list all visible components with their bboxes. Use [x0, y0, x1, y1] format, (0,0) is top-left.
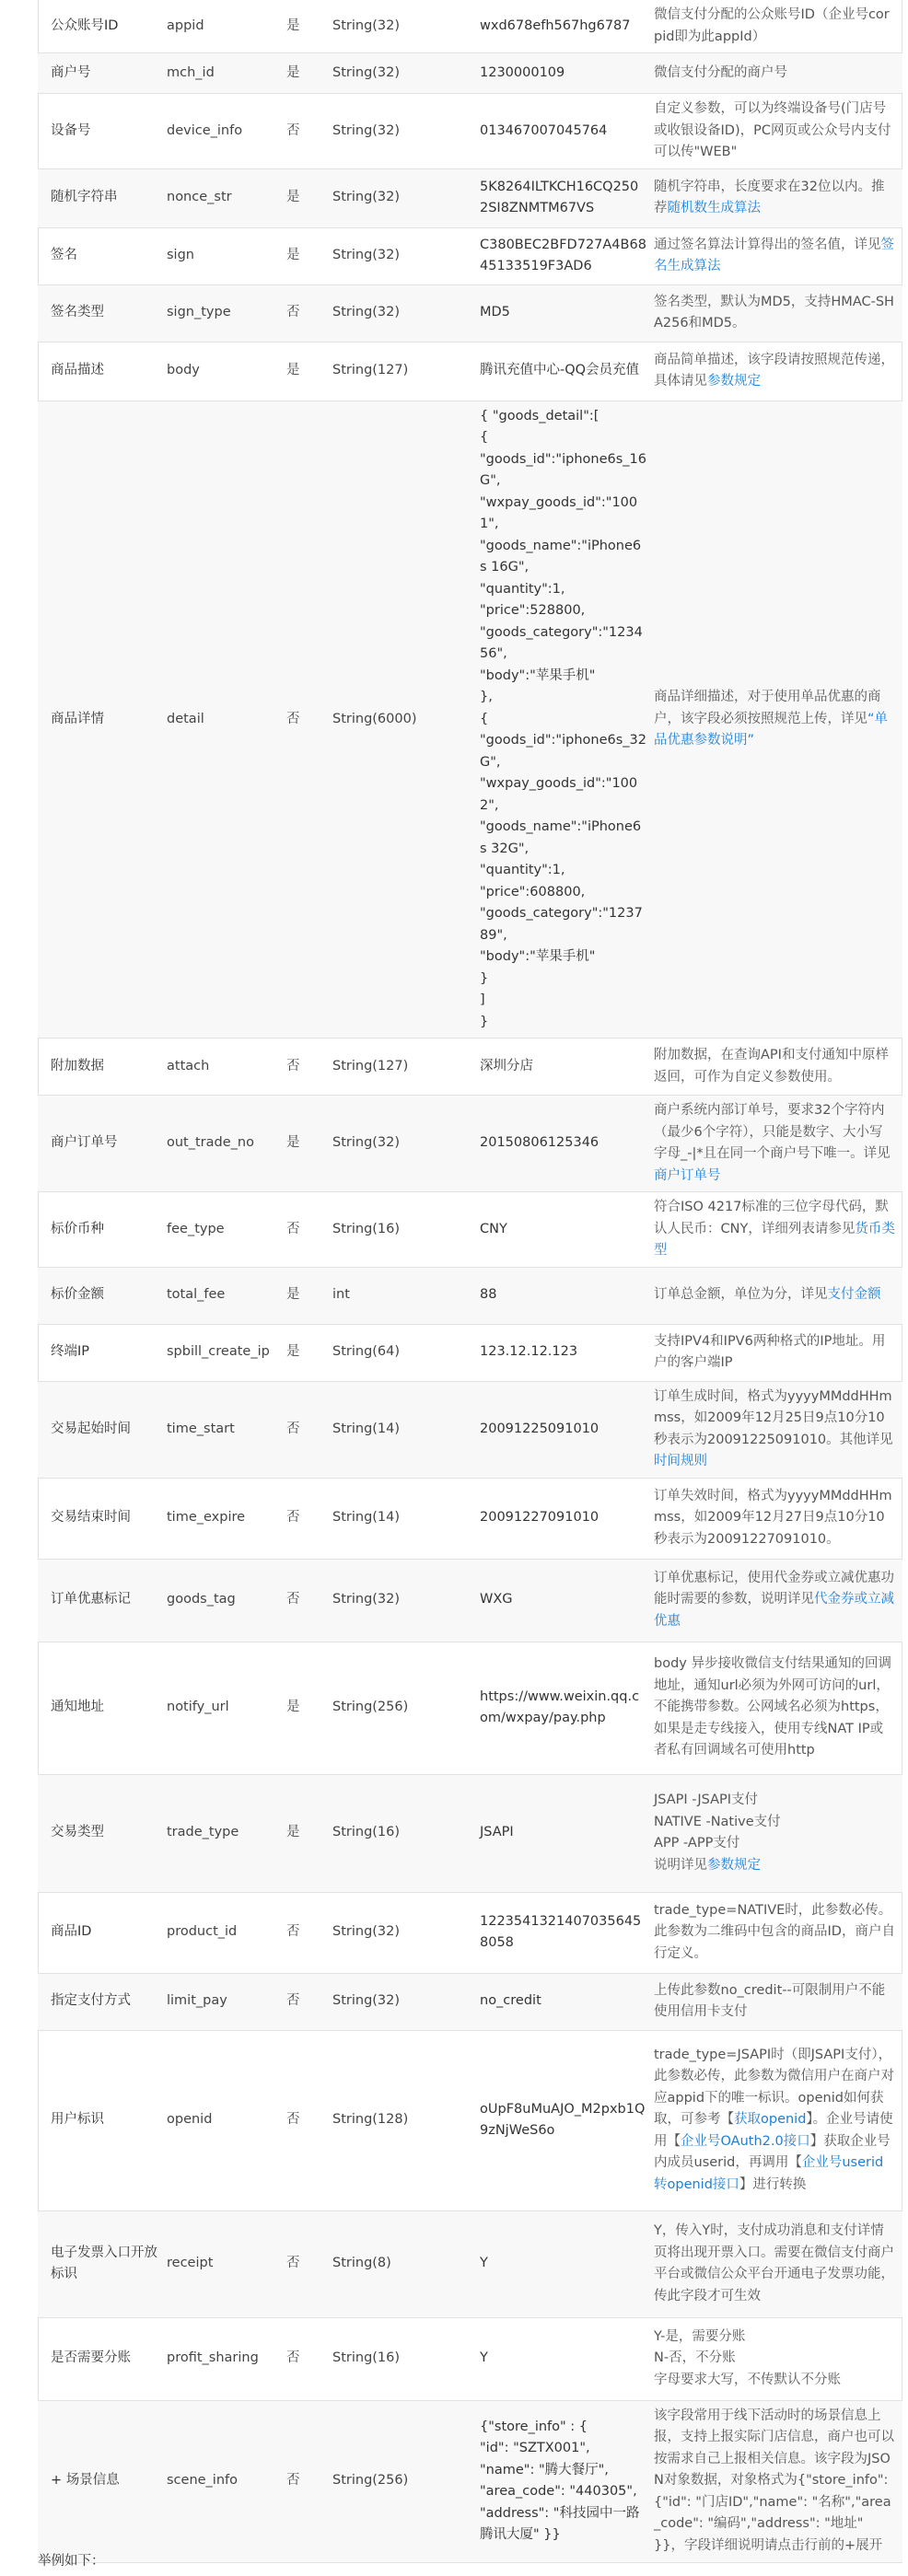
table-row [38, 1642, 902, 1774]
table-row [38, 53, 902, 94]
desc-text: 微信支付分配的商户号 [654, 64, 787, 80]
table-row [38, 400, 902, 1039]
table-row [38, 284, 902, 342]
param-field: scene_info [167, 2400, 286, 2562]
param-name: 商品ID [38, 1892, 167, 1973]
example-intro: 举例如下： [38, 2554, 105, 2569]
param-name: 交易类型 [38, 1774, 167, 1892]
desc-text: 订单总金额，单位为分，详见 [654, 1287, 828, 1303]
param-field: profit_sharing [167, 2317, 286, 2400]
param-field: out_trade_no [167, 1096, 286, 1192]
param-name: 公众账号ID [38, 0, 167, 53]
param-example: Y [480, 2210, 654, 2317]
param-field: sign_type [167, 284, 286, 342]
param-field: limit_pay [167, 1973, 286, 2030]
param-field: time_expire [167, 1478, 286, 1559]
desc-text: 该字段常用于线下活动时的场景信息上报，支持上报实际门店信息，商户也可以按需求自己上报相关信息。该字段为JSON对象数据，对象格式为{"store_info":{"id": "门店ID","name": "名称","area_code": "编码","address": "地址" }}，字段详细说明请点击行前的+展开 [654, 2408, 894, 2553]
param-description [654, 2030, 902, 2210]
request-params-table [38, 0, 902, 2563]
param-field: receipt [167, 2210, 286, 2317]
table-row [38, 2400, 902, 2562]
doc-link[interactable]: 获取openid [734, 2112, 807, 2128]
table-row [38, 2030, 902, 2210]
param-example: 013467007045764 [480, 94, 654, 169]
param-type: int [332, 1267, 480, 1324]
param-name: 电子发票入口开放标识 [38, 2210, 167, 2317]
param-field: body [167, 342, 286, 400]
param-description [654, 168, 902, 227]
param-name: 是否需要分账 [38, 2317, 167, 2400]
desc-text: 商品详细描述，对于使用单品优惠的商户，该字段必须按照规范上传，详见 [654, 690, 881, 726]
param-example: https://www.weixin.qq.com/wxpay/pay.php [480, 1642, 654, 1774]
param-required: 否 [286, 1192, 332, 1268]
param-type: String(127) [332, 342, 480, 400]
param-type: String(32) [332, 0, 480, 53]
param-name: 标价币种 [38, 1192, 167, 1268]
desc-text: 随机字符串，长度要求在32位以内。推荐 [654, 179, 885, 215]
table-row [38, 1039, 902, 1096]
param-field: openid [167, 2030, 286, 2210]
param-example: { "goods_detail":[ { "goods_id":"iphone6s_16G", "wxpay_goods_id":"1001", "goods_name":"iPhone6s 16G", "quantity":1, "price":528800, "goods_category":"123456", "body":"苹果手机" }, { "goods_id":"iphone6s_32G", "wxpay_goods_id":"1002", "goods_name":"iPhone6s 32G", "quantity":1, "price":608800, "goods_category":"123789", "body":"苹果手机" } ] } [480, 400, 654, 1039]
param-type: String(32) [332, 227, 480, 284]
param-example: CNY [480, 1192, 654, 1268]
param-description [654, 1774, 902, 1892]
param-type: String(32) [332, 168, 480, 227]
param-field: appid [167, 0, 286, 53]
param-description [654, 1381, 902, 1478]
param-description [654, 2317, 902, 2400]
param-description [654, 1192, 902, 1268]
doc-link[interactable]: 随机数生成算法 [667, 201, 761, 215]
param-required: 是 [286, 1774, 332, 1892]
param-field: trade_type [167, 1774, 286, 1892]
param-required: 是 [286, 342, 332, 400]
doc-link[interactable]: 支付金额 [827, 1287, 881, 1303]
param-required: 否 [286, 1973, 332, 2030]
param-required: 否 [286, 94, 332, 169]
param-name: 随机字符串 [38, 168, 167, 227]
param-required: 否 [286, 1039, 332, 1096]
param-description [654, 400, 902, 1039]
doc-link[interactable]: 参数规定 [707, 374, 761, 389]
param-description [654, 1267, 902, 1324]
table-row [38, 1267, 902, 1324]
param-field: device_info [167, 94, 286, 169]
desc-text: Y，传入Y时，支付成功消息和支付详情页将出现开票入口。需要在微信支付商户平台或微信公众平台开通电子发票功能，传此字段才可生效 [654, 2223, 894, 2303]
param-example: 20091227091010 [480, 1478, 654, 1559]
param-type: String(16) [332, 2317, 480, 2400]
param-example: 1230000109 [480, 53, 654, 94]
param-type: String(14) [332, 1478, 480, 1559]
param-example: 88 [480, 1267, 654, 1324]
doc-link[interactable]: 代金券或立减优惠 [654, 1592, 894, 1629]
param-type: String(32) [332, 1096, 480, 1192]
param-name: + 场景信息 [38, 2400, 167, 2562]
param-example: oUpF8uMuAJO_M2pxb1Q9zNjWeS6o [480, 2030, 654, 2210]
table-row [38, 168, 902, 227]
table-row [38, 1381, 902, 1478]
doc-link[interactable]: 企业号OAuth2.0接口 [681, 2133, 810, 2149]
table-row [38, 1774, 902, 1892]
param-field: attach [167, 1039, 286, 1096]
param-example: no_credit [480, 1973, 654, 2030]
doc-link[interactable]: 企业号userid转openid接口 [654, 2155, 884, 2192]
param-required: 否 [286, 2400, 332, 2562]
param-name: 附加数据 [38, 1039, 167, 1096]
param-field: total_fee [167, 1267, 286, 1324]
table-row [38, 227, 902, 284]
param-required: 是 [286, 0, 332, 53]
param-type: String(16) [332, 1774, 480, 1892]
param-example: 腾讯充值中心-QQ会员充值 [480, 342, 654, 400]
desc-text: JSAPI -JSAPI支付 NATIVE -Native支付 APP -APP支付 说明详见 [654, 1793, 781, 1873]
param-description [654, 1892, 902, 1973]
desc-text: 附加数据，在查询API和支付通知中原样返回，可作为自定义参数使用。 [654, 1048, 889, 1085]
param-example: 5K8264ILTKCH16CQ2502SI8ZNMTM67VS [480, 168, 654, 227]
param-description [654, 1973, 902, 2030]
param-required: 否 [286, 1892, 332, 1973]
param-required: 否 [286, 400, 332, 1039]
desc-text: 符合ISO 4217标准的三位字母代码，默认人民币：CNY，详细列表请参见 [654, 1200, 889, 1236]
param-name: 商户订单号 [38, 1096, 167, 1192]
desc-text: 通过签名算法计算得出的签名值，详见 [654, 237, 881, 252]
param-name: 签名 [38, 227, 167, 284]
table-row [38, 2210, 902, 2317]
desc-text: 微信支付分配的公众账号ID（企业号corpid即为此appId） [654, 7, 890, 44]
param-type: String(256) [332, 2400, 480, 2562]
doc-link[interactable]: 参数规定 [707, 1857, 761, 1873]
param-description [654, 342, 902, 400]
param-description [654, 1478, 902, 1559]
param-required: 是 [286, 53, 332, 94]
doc-link[interactable]: 时间规则 [654, 1454, 707, 1468]
param-field: spbill_create_ip [167, 1324, 286, 1381]
param-field: fee_type [167, 1192, 286, 1268]
param-required: 是 [286, 1324, 332, 1381]
param-example: wxd678efh567hg6787 [480, 0, 654, 53]
param-description [654, 1039, 902, 1096]
desc-text: 签名类型，默认为MD5，支持HMAC-SHA256和MD5。 [654, 294, 894, 331]
param-required: 是 [286, 1096, 332, 1192]
param-name: 签名类型 [38, 284, 167, 342]
param-name: 通知地址 [38, 1642, 167, 1774]
desc-text: body 异步接收微信支付结果通知的回调地址，通知url必须为外网可访问的url，不能携带参数。公网域名必须为https，如果是走专线接入，使用专线NAT IP或者私有回调域名可使用http [654, 1656, 891, 1758]
param-example: WXG [480, 1559, 654, 1642]
param-example: C380BEC2BFD727A4B6845133519F3AD6 [480, 227, 654, 284]
param-type: String(127) [332, 1039, 480, 1096]
param-field: notify_url [167, 1642, 286, 1774]
table-row [38, 1892, 902, 1973]
param-required: 否 [286, 1559, 332, 1642]
table-row [38, 1096, 902, 1192]
desc-text: trade_type=NATIVE时，此参数必传。此参数为二维码中包含的商品ID，商户自行定义。 [654, 1902, 895, 1961]
param-description [654, 227, 902, 284]
param-type: String(64) [332, 1324, 480, 1381]
param-example: 深圳分店 [480, 1039, 654, 1096]
param-description [654, 1324, 902, 1381]
desc-text: 订单优惠标记，使用代金券或立减优惠功能时需要的参数，说明详见 [654, 1570, 894, 1607]
param-type: String(128) [332, 2030, 480, 2210]
param-description [654, 1096, 902, 1192]
param-field: sign [167, 227, 286, 284]
param-description [654, 1559, 902, 1642]
param-name: 终端IP [38, 1324, 167, 1381]
param-required: 是 [286, 227, 332, 284]
desc-text: trade_type=JSAPI时（即JSAPI支付），此参数必传，此参数为微信用户在商户对应appid下的唯一标识。openid如何获取，可参考【 [654, 2047, 894, 2128]
param-name: 标价金额 [38, 1267, 167, 1324]
param-field: product_id [167, 1892, 286, 1973]
param-type: String(32) [332, 53, 480, 94]
param-required: 否 [286, 1381, 332, 1478]
param-example: 20150806125346 [480, 1096, 654, 1192]
desc-text: 订单生成时间，格式为yyyyMMddHHmmss，如2009年12月25日9点10分10秒表示为20091225091010。其他详见 [654, 1388, 893, 1447]
desc-text: 商户系统内部订单号，要求32个字符内（最少6个字符），只能是数字、大小写字母_-|*且在同一个商户号下唯一。详见 [654, 1103, 891, 1161]
doc-link[interactable]: 商户订单号 [654, 1167, 721, 1183]
param-field: time_start [167, 1381, 286, 1478]
param-name: 订单优惠标记 [38, 1559, 167, 1642]
param-description [654, 2210, 902, 2317]
param-name: 商品描述 [38, 342, 167, 400]
table-row [38, 1559, 902, 1642]
table-row [38, 2317, 902, 2400]
desc-text: 自定义参数，可以为终端设备号(门店号或收银设备ID)，PC网页或公众号内支付可以传"WEB" [654, 101, 891, 159]
param-example: 20091225091010 [480, 1381, 654, 1478]
desc-text: 】获取企业号内成员userid，再调用【 [654, 2133, 891, 2171]
param-type: String(16) [332, 1192, 480, 1268]
param-type: String(32) [332, 284, 480, 342]
param-required: 是 [286, 1642, 332, 1774]
param-type: String(8) [332, 2210, 480, 2317]
table-row [38, 342, 902, 400]
doc-link[interactable]: “单品优惠参数说明” [654, 711, 889, 748]
table-row [38, 1478, 902, 1559]
param-name: 设备号 [38, 94, 167, 169]
desc-text: 】进行转换 [739, 2176, 807, 2192]
desc-text: Y-是，需要分账 N-否，不分账 字母要求大写，不传默认不分账 [654, 2328, 841, 2387]
param-required: 否 [286, 2317, 332, 2400]
param-required: 是 [286, 168, 332, 227]
param-name: 交易起始时间 [38, 1381, 167, 1478]
table-row [38, 1973, 902, 2030]
param-required: 是 [286, 1267, 332, 1324]
param-field: detail [167, 400, 286, 1039]
param-description [654, 284, 902, 342]
param-name: 商品详情 [38, 400, 167, 1039]
doc-link[interactable]: 签名生成算法 [654, 237, 894, 273]
param-name: 指定支付方式 [38, 1973, 167, 2030]
param-description [654, 1642, 902, 1774]
param-required: 否 [286, 2210, 332, 2317]
param-field: goods_tag [167, 1559, 286, 1642]
desc-text: 商品简单描述，该字段请按照规范传递，具体请见 [654, 352, 894, 389]
param-example: {"store_info" : { "id": "SZTX001", "name": "腾大餐厅", "area_code": "440305", "address": "科技园中一路腾讯大厦" }} [480, 2400, 654, 2562]
param-type: String(256) [332, 1642, 480, 1774]
param-example: MD5 [480, 284, 654, 342]
table-row [38, 94, 902, 169]
param-name: 交易结束时间 [38, 1478, 167, 1559]
param-description [654, 2400, 902, 2562]
param-type: String(32) [332, 94, 480, 169]
param-type: String(14) [332, 1381, 480, 1478]
param-description [654, 94, 902, 169]
table-row [38, 1324, 902, 1381]
param-example: Y [480, 2317, 654, 2400]
param-type: String(32) [332, 1892, 480, 1973]
param-name: 用户标识 [38, 2030, 167, 2210]
param-name: 商户号 [38, 53, 167, 94]
param-example: 123.12.12.123 [480, 1324, 654, 1381]
param-example: 12235413214070356458058 [480, 1892, 654, 1973]
param-field: nonce_str [167, 168, 286, 227]
param-example: JSAPI [480, 1774, 654, 1892]
desc-text: 】。企业号请使用【 [654, 2112, 893, 2149]
param-required: 否 [286, 2030, 332, 2210]
param-required: 否 [286, 1478, 332, 1559]
param-type: String(32) [332, 1973, 480, 2030]
desc-text: 支持IPV4和IPV6两种格式的IP地址。用户的客户端IP [654, 1333, 886, 1370]
param-description [654, 53, 902, 94]
desc-text: 订单失效时间，格式为yyyyMMddHHmmss，如2009年12月27日9点10分10秒表示为20091227091010。 [654, 1488, 892, 1547]
param-field: mch_id [167, 53, 286, 94]
doc-link[interactable]: 货币类型 [654, 1221, 895, 1258]
param-description [654, 0, 902, 53]
table-row [38, 1192, 902, 1268]
param-type: String(32) [332, 1559, 480, 1642]
table-row [38, 0, 902, 53]
desc-text: 上传此参数no_credit--可限制用户不能使用信用卡支付 [654, 1982, 886, 2019]
param-required: 否 [286, 284, 332, 342]
param-type: String(6000) [332, 400, 480, 1039]
